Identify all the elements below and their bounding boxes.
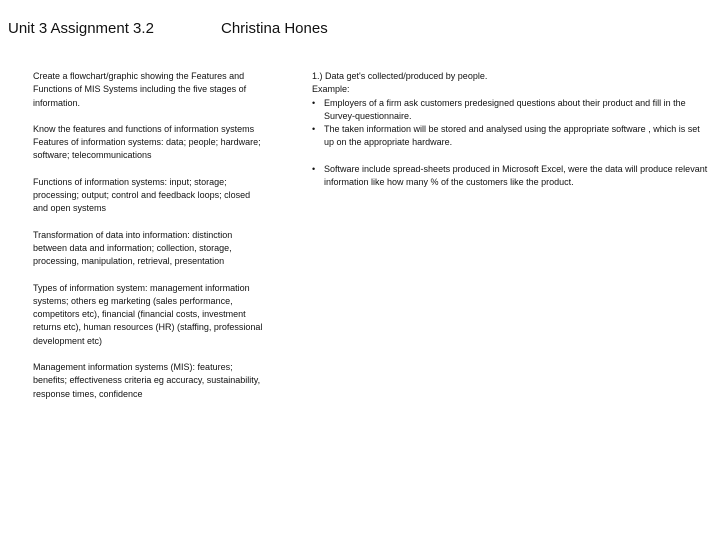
example-bullet-list bbox=[312, 97, 712, 190]
functions-paragraph: Functions of information systems: input; storage; processing; output; control and feedback loops; closed and open systems bbox=[33, 176, 251, 214]
types-paragraph: Types of information system: management information systems; others eg marketing (sales performance, competitors etc), financial (financial costs, investment returns etc), human resources (HR) (staffing, professional development etc) bbox=[33, 282, 263, 346]
example-label: Example: bbox=[312, 84, 350, 95]
list-item bbox=[312, 163, 712, 190]
list-item bbox=[312, 97, 712, 124]
bullet-text: Employers of a firm ask customers predesigned questions about their product and fill in the Survey-questionnaire. bbox=[324, 97, 686, 121]
left-column bbox=[33, 70, 265, 414]
bullet-text: The taken information will be stored and analysed using the appropriate software , which is set up on the appropriate hardware. bbox=[324, 124, 700, 148]
list-item bbox=[312, 123, 712, 150]
assignment-title: Unit 3 Assignment 3.2 bbox=[8, 20, 154, 37]
intro-line: 1.) Data get's collected/produced by people. bbox=[312, 71, 488, 81]
task-paragraph: Create a flowchart/graphic showing the Features and Functions of MIS Systems including the five stages of information. bbox=[33, 71, 247, 108]
transformation-paragraph: Transformation of data into information: distinction between data and information; collection, storage, processing, manipulation, retrieval, presentation bbox=[33, 229, 233, 267]
bullet-icon: • bbox=[312, 163, 316, 174]
features-paragraph: Know the features and functions of information systems Features of information systems: data; people; hardware; software; telecommunications bbox=[33, 123, 261, 161]
right-column bbox=[312, 70, 712, 189]
bullet-icon: • bbox=[312, 97, 316, 108]
bullet-icon: • bbox=[312, 124, 316, 135]
author-name: Christina Hones bbox=[221, 20, 328, 37]
mis-paragraph: Management information systems (MIS): features; benefits; effectiveness criteria eg accuracy, sustainability, response times, confidence bbox=[33, 362, 261, 399]
bullet-text: Software include spread-sheets produced in Microsoft Excel, were the data will produce relevant information like how many % of the customers like the product. bbox=[324, 163, 708, 188]
